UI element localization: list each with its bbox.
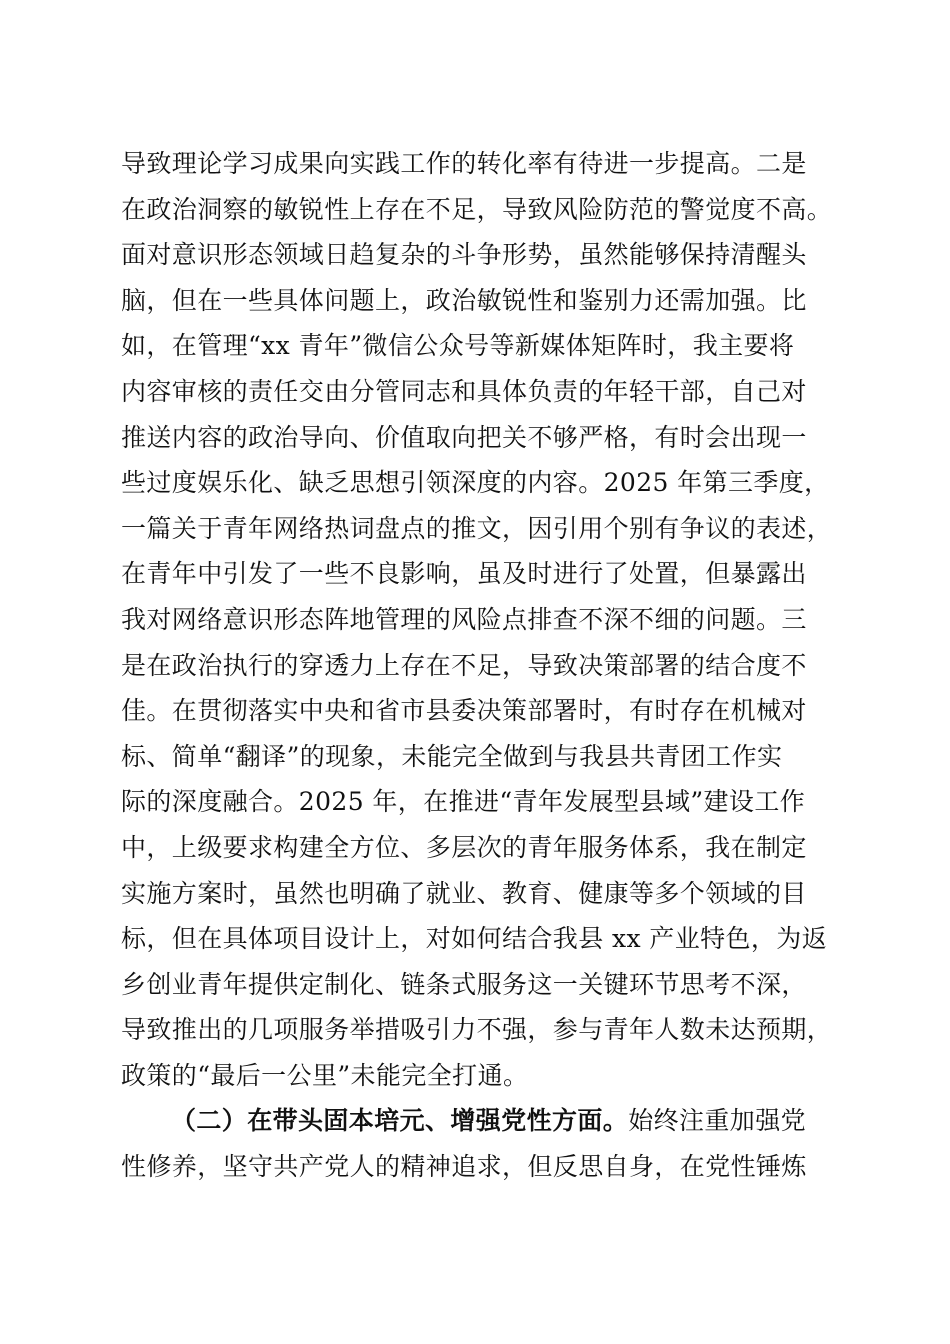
text-line: 政策的“最后一公里”未能完全打通。	[121, 1060, 529, 1090]
text-line: 导致推出的几项服务举措吸引力不强，参与青年人数未达预期，	[121, 1015, 833, 1045]
text-line: 面对意识形态领域日趋复杂的斗争形势，虽然能够保持清醒头	[121, 240, 807, 270]
text-line: 内容审核的责任交由分管同志和具体负责的年轻干部，自己对	[121, 376, 807, 406]
text-line: 标，但在具体项目设计上，对如何结合我县 xx 产业特色，为返	[121, 924, 828, 954]
text-line: 如，在管理“xx 青年”微信公众号等新媒体矩阵时，我主要将	[121, 331, 795, 361]
section-two-heading: （二）在带头固本培元、增强党性方面。	[171, 1106, 629, 1136]
text-line: 些过度娱乐化、缺乏思想引领深度的内容。2025 年第三季度，	[121, 468, 830, 498]
body-text	[121, 141, 841, 1190]
text-line: 标、简单“翻译”的现象，未能完全做到与我县共青团工作实	[121, 741, 783, 771]
text-line: 导致理论学习成果向实践工作的转化率有待进一步提高。二是	[121, 149, 807, 178]
text-line: 实施方案时，虽然也明确了就业、教育、健康等多个领域的目	[121, 878, 807, 908]
text-line: 在政治洞察的敏锐性上存在不足，导致风险防范的警觉度不高。	[121, 194, 833, 224]
text-line: 性修养，坚守共产党人的精神追求，但反思自身，在党性锤炼	[121, 1152, 807, 1182]
paragraph-problems	[121, 141, 841, 1098]
text-line: 乡创业青年提供定制化、链条式服务这一关键环节思考不深，	[121, 969, 807, 999]
text-line: 脑，但在一些具体问题上，政治敏锐性和鉴别力还需加强。比	[121, 285, 807, 315]
section-two-first-line	[121, 1098, 841, 1144]
text-line: 佳。在贯彻落实中央和省市县委决策部署时，有时存在机械对	[121, 696, 807, 726]
text-line: 一篇关于青年网络热词盘点的推文，因引用个别有争议的表述，	[121, 513, 833, 543]
text-line: 是在政治执行的穿透力上存在不足，导致决策部署的结合度不	[121, 650, 807, 680]
section-two-first-line-text: 始终注重加强党	[628, 1106, 807, 1136]
text-line: 在青年中引发了一些不良影响，虽及时进行了处置，但暴露出	[121, 559, 807, 589]
text-line: 际的深度融合。2025 年，在推进“青年发展型县域”建设工作	[121, 787, 806, 817]
text-line: 推送内容的政治导向、价值取向把关不够严格，有时会出现一	[121, 422, 807, 452]
paragraph-section-two	[121, 1098, 841, 1189]
text-line: 中，上级要求构建全方位、多层次的青年服务体系，我在制定	[121, 832, 807, 862]
text-line: 我对网络意识形态阵地管理的风险点排查不深不细的问题。三	[121, 604, 807, 634]
